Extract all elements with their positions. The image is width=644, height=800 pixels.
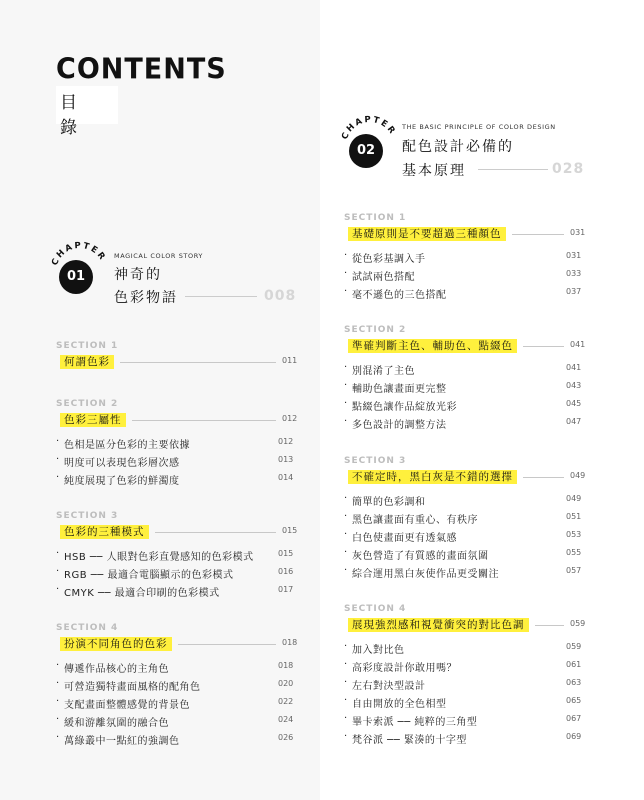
chapter-01-subtitle-en: MAGICAL COLOR STORY (114, 252, 203, 260)
section-leader-line (120, 362, 276, 363)
section-page-number: 012 (282, 414, 298, 423)
list-item-text: 傳遞作品核心的主角色 (64, 664, 169, 675)
list-item-page: 053 (566, 530, 582, 539)
list-item-page: 041 (566, 363, 582, 372)
bullet-icon: · (56, 566, 60, 577)
bullet-icon: · (344, 250, 348, 261)
section-page-number: 031 (570, 228, 586, 237)
list-item-text: 別混淆了主色 (352, 366, 415, 377)
list-item-text: 灰色營造了有質感的畫面氛圍 (352, 551, 489, 562)
list-item-text: 左右對決型設計 (352, 681, 426, 692)
bullet-icon: · (344, 731, 348, 742)
bullet-icon: · (344, 398, 348, 409)
section-title: 不確定時，黑白灰是不錯的選擇 (348, 470, 517, 484)
list-item-page: 061 (566, 660, 582, 669)
section-title-row (60, 636, 298, 652)
list-item-page: 016 (278, 567, 294, 576)
list-item (56, 566, 294, 582)
bullet-icon: · (344, 677, 348, 688)
list-item (344, 398, 582, 414)
section-title-row (348, 226, 586, 242)
list-item (344, 565, 582, 581)
section-title: 何謂色彩 (60, 355, 114, 369)
list-item-page: 037 (566, 287, 582, 296)
list-item-page: 059 (566, 642, 582, 651)
section-page-number: 049 (570, 471, 586, 480)
bullet-icon: · (56, 732, 60, 743)
chapter-02-subtitle-en: THE BASIC PRINCIPLE OF COLOR DESIGN (402, 123, 556, 131)
list-item (56, 472, 294, 488)
list-item-page: 065 (566, 696, 582, 705)
list-item-page: 020 (278, 679, 294, 688)
list-item-text: 色相是區分色彩的主要依據 (64, 440, 190, 451)
list-item (56, 548, 294, 564)
chapter-02-word: CHAPTER (340, 114, 398, 142)
bullet-icon: · (344, 268, 348, 279)
list-item (344, 731, 582, 747)
chapter-01-title-line2: 色彩物語 (114, 290, 178, 306)
list-item-page: 045 (566, 399, 582, 408)
section-label: SECTION 1 (56, 341, 119, 351)
section-label: SECTION 3 (56, 511, 119, 521)
list-item-page: 012 (278, 437, 294, 446)
chapter-02-badge: 02 (349, 134, 383, 168)
section-title-row (60, 524, 298, 540)
list-item (56, 660, 294, 676)
list-item-text: 緩和游離氛圍的融合色 (64, 718, 169, 729)
list-item-text: 簡單的色彩調和 (352, 497, 426, 508)
list-item-text: 梵谷派 ── 緊湊的十字型 (352, 735, 467, 746)
bullet-icon: · (344, 713, 348, 724)
section-leader-line (512, 234, 564, 235)
list-item-text: 綜合運用黑白灰使作品更受關注 (352, 569, 499, 580)
section-title: 準確判斷主色、輔助色、點綴色 (348, 339, 517, 353)
list-item-page: 017 (278, 585, 294, 594)
list-item (56, 436, 294, 452)
list-item-text: 加入對比色 (352, 645, 405, 656)
list-item (56, 714, 294, 730)
list-item-page: 026 (278, 733, 294, 742)
section-leader-line (155, 532, 276, 533)
list-item (56, 584, 294, 600)
bullet-icon: · (344, 641, 348, 652)
section-leader-line (178, 644, 276, 645)
section-page-number: 041 (570, 340, 586, 349)
list-item-text: 萬綠叢中一點紅的強調色 (64, 736, 180, 747)
list-item (344, 416, 582, 432)
section-title-row (60, 412, 298, 428)
section-leader-line (535, 625, 564, 626)
section-title: 色彩的三種模式 (60, 525, 149, 539)
section-page-number: 059 (570, 619, 586, 628)
list-item-text: RGB ── 最適合電腦顯示的色彩模式 (64, 570, 234, 581)
bullet-icon: · (56, 548, 60, 559)
list-item-page: 024 (278, 715, 294, 724)
chapter-01-page: 008 (264, 288, 297, 304)
list-item (344, 493, 582, 509)
list-item (344, 713, 582, 729)
list-item-page: 069 (566, 732, 582, 741)
list-item (344, 677, 582, 693)
bullet-icon: · (56, 696, 60, 707)
list-item-text: 高彩度設計你敢用嗎？ (352, 663, 457, 674)
chapter-02-title-line2: 基本原理 (402, 163, 466, 179)
bullet-icon: · (56, 584, 60, 595)
section-label: SECTION 1 (344, 213, 407, 223)
list-item-page: 063 (566, 678, 582, 687)
bullet-icon: · (344, 493, 348, 504)
list-item (56, 454, 294, 470)
chapter-01-title-line1: 神奇的 (114, 267, 162, 283)
bullet-icon: · (56, 472, 60, 483)
section-page-number: 015 (282, 526, 298, 535)
section-title: 基礎原則是不要超過三種顏色 (348, 227, 506, 241)
list-item-page: 057 (566, 566, 582, 575)
section-title-row (60, 354, 298, 370)
contents-title-zh: 目錄 (60, 93, 91, 138)
chapter-01-word: CHAPTER (50, 240, 108, 268)
list-item-text: CMYK ── 最適合印刷的色彩模式 (64, 588, 220, 599)
bullet-icon: · (56, 436, 60, 447)
bullet-icon: · (344, 529, 348, 540)
list-item-text: 支配畫面整體感覺的背景色 (64, 700, 190, 711)
list-item-text: 純度展現了色彩的鮮濁度 (64, 476, 180, 487)
list-item (56, 732, 294, 748)
section-title: 展現強烈感和視覺衝突的對比色調 (348, 618, 529, 632)
list-item (344, 380, 582, 396)
list-item-text: 輔助色讓畫面更完整 (352, 384, 447, 395)
section-title: 扮演不同角色的色彩 (60, 637, 172, 651)
section-label: SECTION 4 (344, 604, 407, 614)
section-title-row (348, 338, 586, 354)
list-item (344, 695, 582, 711)
section-title-row (348, 617, 586, 633)
section-label: SECTION 4 (56, 623, 119, 633)
list-item (344, 659, 582, 675)
section-page-number: 011 (282, 356, 298, 365)
list-item-text: 明度可以表現色彩層次感 (64, 458, 180, 469)
section-title-row (348, 469, 586, 485)
section-leader-line (523, 346, 564, 347)
section-label: SECTION 3 (344, 456, 407, 466)
bullet-icon: · (344, 695, 348, 706)
list-item-page: 055 (566, 548, 582, 557)
list-item (344, 511, 582, 527)
bullet-icon: · (344, 547, 348, 558)
list-item-text: 試試兩色搭配 (352, 272, 415, 283)
section-label: SECTION 2 (344, 325, 407, 335)
list-item-page: 031 (566, 251, 582, 260)
list-item (344, 547, 582, 563)
list-item-page: 067 (566, 714, 582, 723)
list-item (56, 678, 294, 694)
list-item-text: HSB ── 人眼對色彩直覺感知的色彩模式 (64, 552, 254, 563)
list-item-page: 018 (278, 661, 294, 670)
list-item (344, 286, 582, 302)
list-item (56, 696, 294, 712)
bullet-icon: · (56, 678, 60, 689)
list-item-page: 013 (278, 455, 294, 464)
list-item-page: 047 (566, 417, 582, 426)
list-item-page: 014 (278, 473, 294, 482)
list-item-text: 毫不遜色的三色搭配 (352, 290, 447, 301)
contents-title-en: CONTENTS (56, 53, 227, 86)
bullet-icon: · (344, 659, 348, 670)
list-item (344, 250, 582, 266)
list-item-text: 畢卡索派 ── 純粹的三角型 (352, 717, 478, 728)
list-item-text: 黑色讓畫面有重心、有秩序 (352, 515, 478, 526)
bullet-icon: · (344, 362, 348, 373)
list-item-text: 自由開放的全色相型 (352, 699, 447, 710)
bullet-icon: · (56, 454, 60, 465)
list-item-page: 033 (566, 269, 582, 278)
section-page-number: 018 (282, 638, 298, 647)
bullet-icon: · (56, 660, 60, 671)
bullet-icon: · (344, 511, 348, 522)
bullet-icon: · (344, 286, 348, 297)
chapter-02-title-line1: 配色設計必備的 (402, 139, 514, 155)
contents-title-zh-box (56, 86, 118, 138)
list-item-text: 多色設計的調整方法 (352, 420, 447, 431)
bullet-icon: · (344, 416, 348, 427)
bullet-icon: · (56, 714, 60, 725)
list-item-text: 從色彩基調入手 (352, 254, 426, 265)
list-item-page: 015 (278, 549, 294, 558)
list-item-page: 022 (278, 697, 294, 706)
section-leader-line (523, 477, 564, 478)
section-leader-line (132, 420, 276, 421)
list-item-page: 043 (566, 381, 582, 390)
chapter-02-page: 028 (552, 161, 585, 177)
chapter-02-header (340, 112, 640, 182)
list-item-text: 白色使畫面更有透氣感 (352, 533, 457, 544)
list-item-page: 051 (566, 512, 582, 521)
section-label: SECTION 2 (56, 399, 119, 409)
chapter-01-header (50, 238, 320, 308)
bullet-icon: · (344, 565, 348, 576)
list-item-text: 點綴色讓作品綻放光彩 (352, 402, 457, 413)
section-title: 色彩三屬性 (60, 413, 126, 427)
list-item (344, 268, 582, 284)
chapter-01-badge: 01 (59, 260, 93, 294)
chapter-01-rule (185, 296, 257, 297)
chapter-02-rule (478, 169, 548, 170)
list-item-text: 可營造獨特畫面風格的配角色 (64, 682, 201, 693)
bullet-icon: · (344, 380, 348, 391)
list-item (344, 529, 582, 545)
list-item (344, 362, 582, 378)
list-item (344, 641, 582, 657)
list-item-page: 049 (566, 494, 582, 503)
